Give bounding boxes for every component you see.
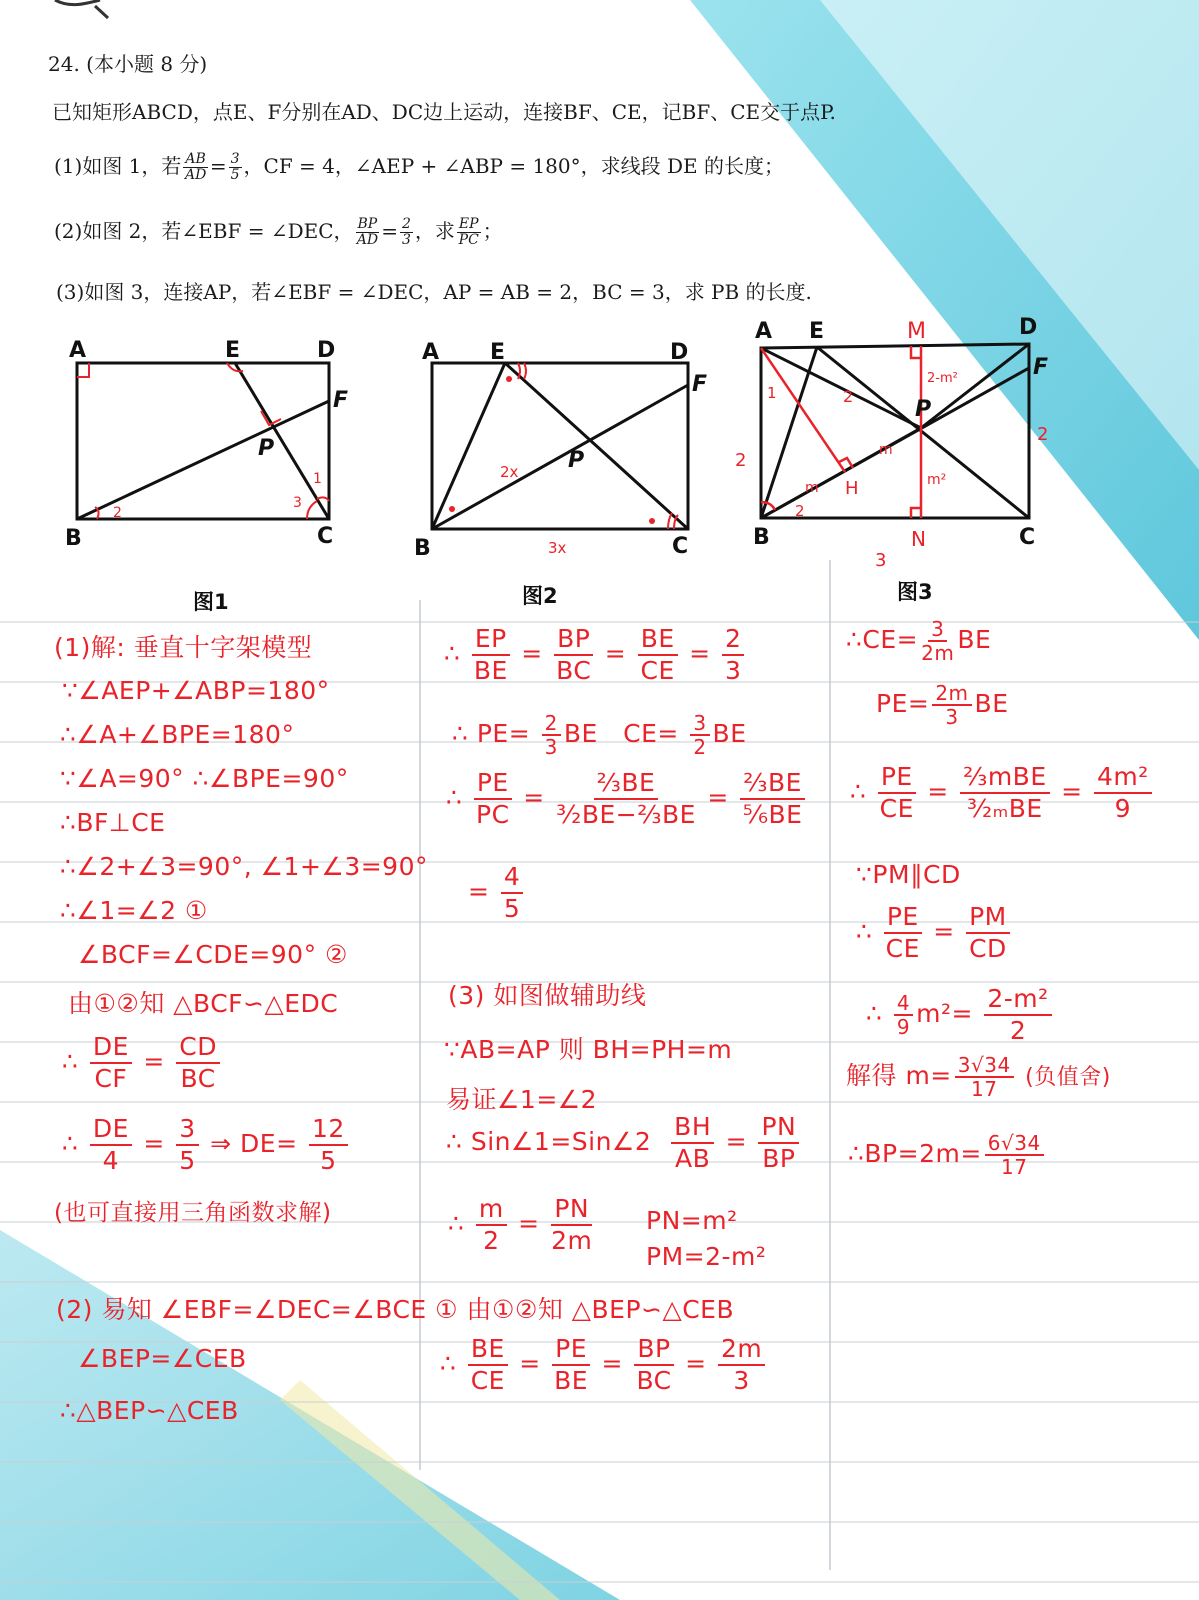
sol3c-l8-frac <box>985 1132 1044 1178</box>
fig2-line-bf <box>432 385 688 529</box>
sol3-l9-frac-a <box>476 1194 507 1256</box>
sol3c-l6-frac-b <box>984 984 1051 1046</box>
fig3-line-pd <box>921 344 1029 428</box>
sol3c-l7-frac <box>955 1054 1014 1100</box>
q2-eq: = <box>381 219 398 243</box>
sol3c-l3-eq2: = <box>1061 777 1083 806</box>
sol1-line-9: 由①②知 △BCF∽△EDC <box>68 989 339 1018</box>
sol3-l9-eq: = <box>518 1209 540 1238</box>
sol3-line-parallel: ∵PM∥CD <box>856 860 961 889</box>
sol2-l1-a-den: BE <box>473 656 508 685</box>
q1-value-frac <box>229 152 242 183</box>
fig1-right-angle-a <box>77 363 89 377</box>
sol3c-l5-b-num: PM <box>966 902 1010 934</box>
fig2-dot-c <box>649 518 655 524</box>
q2-frac-3 <box>457 217 481 248</box>
figure-3 <box>735 312 1075 582</box>
sol3-line-ab-ap: ∵AB=AP 则 BH=PH=m <box>444 1035 733 1064</box>
sol3c-l7-num: 3√34 <box>955 1054 1014 1078</box>
sol3c-l3-b-num: ⅔mBE <box>960 762 1050 794</box>
sol1-l10-b-num: CD <box>176 1032 220 1064</box>
sol2-l1-c-den: CE <box>640 656 675 685</box>
sol3-l8-frac-a <box>671 1112 714 1174</box>
sol2-l3-frac-a <box>474 768 512 830</box>
sol3c-l5-pre: ∴ <box>856 917 873 946</box>
sol2-l11-frac-c <box>634 1334 673 1396</box>
sol2-l3-eq2: = <box>707 783 729 812</box>
sol1-line-4: ∵∠A=90° ∴∠BPE=90° <box>60 764 349 793</box>
sol2-l11-c-den: BC <box>636 1366 672 1395</box>
sol3-line-sin <box>446 1112 802 1174</box>
sol2-l2-frac-b <box>690 712 709 758</box>
sol3-l8-pre: ∴ Sin∠1=Sin∠2 <box>446 1127 652 1156</box>
sol3c-l3-a-num: PE <box>878 762 916 794</box>
fig3-label-p: P <box>915 397 932 422</box>
sol2-l1-d-den: 3 <box>725 656 742 685</box>
sol3c-l8-pre: ∴BP=2m= <box>848 1139 982 1168</box>
figure-1-caption: 图1 <box>193 590 229 614</box>
sol2-l3-b-num: ⅔BE <box>594 768 659 800</box>
fig1-label-e: E <box>225 338 241 363</box>
q2-mid: ，求 <box>414 219 455 243</box>
sol1-line-7: ∴∠1=∠2 ① <box>60 896 208 925</box>
sol1-l11-frac-a <box>90 1114 132 1176</box>
fig2-label-d: D <box>670 340 689 365</box>
sol3c-l6-b-num: 2-m² <box>984 984 1051 1016</box>
sol3c-l8-den: 17 <box>1001 1155 1028 1179</box>
sol2-l4-eq: = <box>468 877 490 906</box>
q2-f1-den: AD <box>356 232 379 248</box>
fig2-line-ec <box>505 363 688 529</box>
sol3c-l3-eq1: = <box>927 777 949 806</box>
fig3-label-bc: 3 <box>875 550 887 571</box>
sol1-line-8: ∠BCF=∠CDE=90° ② <box>78 940 348 969</box>
question-1 <box>54 150 784 183</box>
question-2 <box>54 215 503 248</box>
sol2-l4-num: 4 <box>501 862 523 894</box>
sol3c-l3-frac-c <box>1094 762 1152 824</box>
q1-eq: = <box>209 154 227 178</box>
sol1-l11-arrow: ⇒ DE= <box>210 1129 298 1158</box>
fig3-line-ap <box>761 348 921 428</box>
sol2-l2-pre: ∴ PE= <box>452 719 531 748</box>
fig3-right-angle-m <box>911 346 921 358</box>
q2-frac-2 <box>400 217 413 248</box>
fig2-label-b: B <box>414 536 431 560</box>
sol2-l4-den: 5 <box>503 894 521 923</box>
sol2-l3-a-den: PC <box>476 800 510 829</box>
sol3c-l1-suffix: BE <box>957 625 992 654</box>
sol3c-l2-frac <box>932 682 971 728</box>
sol1-l10-a-num: DE <box>90 1032 132 1064</box>
sol2-line-ratio <box>444 624 747 686</box>
sol3-l9-a-num: m <box>476 1194 507 1226</box>
sol3c-l2-den: 3 <box>945 705 959 729</box>
fig2-label-f: F <box>692 372 708 397</box>
fig1-line-ce <box>235 363 329 519</box>
fig2-label-3x: 3x <box>548 539 567 557</box>
sol1-l11-b-den: 5 <box>179 1146 196 1175</box>
fig3-label-c: C <box>1019 525 1036 550</box>
sol2-l1-pre: ∴ <box>444 639 461 668</box>
q1-ratio-frac <box>183 152 207 183</box>
sol1-l10-frac-a <box>90 1032 132 1094</box>
sol1-line-11 <box>62 1114 351 1176</box>
problem-stem: 已知矩形ABCD，点E、F分别在AD、DC边上运动，连接BF、CE，记BF、CE交于点P. <box>52 100 836 124</box>
sol3-l9-b-den: 2m <box>551 1226 593 1255</box>
fig2-label-a: A <box>422 340 440 365</box>
fig3-label-angle-2: 2 <box>795 502 805 520</box>
sol1-l11-c-den: 5 <box>320 1146 337 1175</box>
figure-3-caption: 图3 <box>897 580 933 604</box>
sol3-line-equation <box>866 984 1055 1046</box>
sol3c-l7-den: 17 <box>970 1077 998 1101</box>
sol3-line-pm: PM=2-m² <box>646 1242 767 1271</box>
fig3-label-d: D <box>1019 315 1038 340</box>
sol1-l11-frac-c <box>309 1114 348 1176</box>
sol3c-l6-mid: m²= <box>916 999 973 1028</box>
sol2-l3-pre: ∴ <box>446 783 463 812</box>
sol3-line-m-value <box>846 1054 1111 1100</box>
sol2-l1-a-num: EP <box>472 624 510 656</box>
sol3c-l6-frac-a <box>894 992 913 1038</box>
sol2-l2-a-num: 2 <box>542 712 561 736</box>
sol2-line-result <box>468 862 526 924</box>
q2-f2-num: 2 <box>402 216 411 232</box>
sol3c-l3-b-den: ³⁄₂ₘBE <box>966 794 1043 823</box>
fig3-label-angle-1: 1 <box>767 384 777 402</box>
sol1-line-3: ∴∠A+∠BPE=180° <box>60 720 295 749</box>
sol2-l3-frac-c <box>740 768 805 830</box>
fig1-line-bf <box>77 401 329 519</box>
sol3-line-pn: PN=m² <box>646 1206 738 1235</box>
sol3c-l2-pre: PE= <box>876 689 930 718</box>
fig3-label-h: H <box>845 478 859 499</box>
sol2-l11-pre: ∴ <box>440 1349 457 1378</box>
sol2-line-pe-pc <box>446 768 808 830</box>
sol2-line-bep: ∠BEP=∠CEB <box>78 1344 247 1373</box>
fig3-label-a: A <box>755 319 773 344</box>
fig3-label-m: M <box>907 319 926 344</box>
q1-prefix: (1)如图 1，若 <box>54 154 182 178</box>
sol2-l11-b-num: PE <box>552 1334 590 1366</box>
sol3c-l5-b-den: CD <box>969 934 1007 963</box>
sol2-line-be-ce <box>440 1334 768 1396</box>
fig3-label-e: E <box>809 319 825 344</box>
fig1-angle-label-1: 1 <box>313 471 322 487</box>
sol2-l1-eq2: = <box>604 639 627 668</box>
sol3c-l5-frac-b <box>966 902 1010 964</box>
sol1-l10-eq: = <box>143 1047 165 1076</box>
fig3-label-cd: 2 <box>1037 424 1049 445</box>
sol3-line-bp <box>848 1132 1047 1178</box>
sol2-l1-frac-a <box>472 624 510 686</box>
sol2-l11-eq1: = <box>519 1349 541 1378</box>
sol1-l10-pre: ∴ <box>62 1047 79 1076</box>
q2-end: ； <box>482 219 503 243</box>
fig2-dot-b <box>449 506 455 512</box>
fig3-label-pn: m² <box>927 472 947 488</box>
sol2-l1-eq3: = <box>689 639 711 668</box>
fig3-label-n: N <box>911 527 926 551</box>
sol3c-l6-a-den: 9 <box>896 1015 911 1039</box>
q2-f1-num: BP <box>357 216 378 232</box>
q2-prefix: (2)如图 2，若∠EBF = ∠DEC， <box>54 219 354 243</box>
sol3c-l3-frac-b <box>960 762 1050 824</box>
sol2-l11-c-num: BP <box>634 1334 673 1366</box>
sol1-l11-a-den: 4 <box>102 1146 120 1175</box>
fig2-dot-e <box>506 376 512 382</box>
sol1-l11-pre: ∴ <box>62 1129 79 1158</box>
sol3c-l3-c-den: 9 <box>1114 794 1132 823</box>
sol1-l10-b-den: BC <box>180 1064 216 1093</box>
sol1-line-12: (也可直接用三角函数求解) <box>54 1200 332 1226</box>
sol2-l11-b-den: BE <box>554 1366 589 1395</box>
sol2-l11-a-num: BE <box>468 1334 508 1366</box>
fig3-rectangle <box>761 344 1029 518</box>
sol3-line-ce <box>846 618 991 664</box>
q2-f3-den: PC <box>458 232 479 248</box>
sol2-l4-frac <box>501 862 523 924</box>
sol3-line-angles: 易证∠1=∠2 <box>446 1085 598 1114</box>
sol2-l3-a-num: PE <box>474 768 512 800</box>
q1-val-num: 3 <box>230 151 240 167</box>
sol2-l1-b-den: BC <box>556 656 592 685</box>
fig2-line-be <box>432 363 505 529</box>
sol2-line-pe-ce <box>452 712 747 758</box>
sol2-l3-frac-b <box>556 768 696 830</box>
sol2-line-similar: ∴△BEP∽△CEB <box>60 1396 239 1425</box>
sol3c-l5-a-den: CE <box>885 934 920 963</box>
sol3c-l5-frac-a <box>884 902 922 964</box>
fig1-label-f: F <box>333 388 349 413</box>
fig1-label-d: D <box>317 338 336 363</box>
sol3-line-heading: (3) 如图做辅助线 <box>448 981 647 1010</box>
sol3-l8-frac-b <box>758 1112 799 1174</box>
figure-1 <box>55 335 375 555</box>
sol3c-l1-frac <box>921 618 954 664</box>
q1-rest: ，CF = 4，∠AEP + ∠ABP = 180°，求线段 DE 的长度； <box>243 154 784 178</box>
sol3c-l7-pre: 解得 m= <box>846 1061 952 1090</box>
fig1-label-c: C <box>317 524 334 549</box>
sol2-l2-b-den: 2 <box>693 735 707 759</box>
sol2-line-intro: (2) 易知 ∠EBF=∠DEC=∠BCE ① 由①②知 △BEP∽△CEB <box>56 1295 735 1324</box>
sol1-line-2: ∵∠AEP+∠ABP=180° <box>62 676 330 705</box>
fig2-label-c: C <box>672 534 689 559</box>
sol1-l11-a-num: DE <box>90 1114 132 1146</box>
sol3-line-pe <box>876 682 1009 728</box>
sol2-l2-mid: CE= <box>623 719 679 748</box>
sol1-line-10 <box>62 1032 223 1094</box>
sol3c-l5-eq: = <box>933 917 955 946</box>
sol3c-l1-num: 3 <box>928 618 947 642</box>
sol3c-l6-b-den: 2 <box>1009 1016 1027 1045</box>
sol2-l1-b-num: BP <box>554 624 593 656</box>
sol2-l3-c-num: ⅔BE <box>740 768 805 800</box>
sol2-l11-eq2: = <box>601 1349 623 1378</box>
sol3c-l5-a-num: PE <box>884 902 922 934</box>
sol2-l2-b-suffix: BE <box>712 719 747 748</box>
fig3-label-ph: m <box>879 442 893 458</box>
sol1-line-6: ∴∠2+∠3=90°, ∠1+∠3=90° <box>60 852 428 881</box>
sol3c-l3-pre: ∴ <box>850 777 867 806</box>
sol2-l1-frac-d <box>722 624 744 686</box>
sol2-l1-frac-c <box>638 624 678 686</box>
sol2-l1-d-num: 2 <box>722 624 744 656</box>
sol2-l2-a-suffix: BE <box>563 719 598 748</box>
sol1-l10-a-den: CF <box>94 1064 128 1093</box>
sol3c-l6-pre: ∴ <box>866 999 883 1028</box>
fig3-label-ap: 2 <box>843 387 854 406</box>
sol2-l3-eq1: = <box>523 783 545 812</box>
sol2-l1-c-num: BE <box>638 624 678 656</box>
sol1-l11-b-num: 3 <box>176 1114 198 1146</box>
fig1-rectangle <box>77 363 329 519</box>
fig2-label-p: P <box>568 448 585 473</box>
sol3c-l3-a-den: CE <box>879 794 914 823</box>
fig2-label-2x: 2x <box>500 463 519 481</box>
sol3-l8-eq: = <box>725 1127 748 1156</box>
sol3-l9-pre: ∴ <box>448 1209 465 1238</box>
fig2-rectangle <box>432 363 688 529</box>
problem-header: 24. (本小题 8 分) <box>48 52 208 76</box>
sol3c-l8-num: 6√34 <box>985 1132 1044 1156</box>
sol1-line-5: ∴BF⊥CE <box>60 808 166 837</box>
sol2-l11-frac-a <box>468 1334 508 1396</box>
sol1-l11-c-num: 12 <box>309 1114 348 1146</box>
sol2-l11-d-den: 3 <box>733 1366 750 1395</box>
q2-f2-den: 3 <box>402 232 411 248</box>
sol2-l11-d-num: 2m <box>718 1334 765 1366</box>
fig1-label-b: B <box>65 526 82 551</box>
sol1-l11-frac-b <box>176 1114 198 1176</box>
sol3-l8-a-den: AB <box>675 1144 711 1173</box>
fig3-label-f: F <box>1033 355 1049 380</box>
sol3c-l7-post: (负值舍) <box>1025 1065 1111 1090</box>
sol1-l11-eq: = <box>143 1129 165 1158</box>
sol3c-l2-num: 2m <box>932 682 971 706</box>
sol3c-l2-suffix: BE <box>974 689 1009 718</box>
question-3: (3)如图 3，连接AP，若∠EBF = ∠DEC，AP = AB = 2，BC = 3，求 PB 的长度. <box>56 280 812 304</box>
sol3-line-m-ratio <box>448 1194 595 1256</box>
sol2-l2-frac-a <box>542 712 561 758</box>
sol3-l8-b-den: BP <box>762 1144 796 1173</box>
sol1-l10-frac-b <box>176 1032 220 1094</box>
fig3-line-ah <box>761 348 845 472</box>
sol3-l9-frac-b <box>551 1194 592 1256</box>
sol3-line-pe-ce <box>850 762 1155 824</box>
sol2-l2-a-den: 3 <box>544 735 558 759</box>
sol3-l8-b-num: PN <box>758 1112 799 1144</box>
sol3-l9-b-num: PN <box>551 1194 592 1226</box>
figure-2 <box>410 335 730 560</box>
sol2-l3-c-den: ⁵⁄₆BE <box>742 800 803 829</box>
sol3c-l1-den: 2m <box>921 641 955 665</box>
fig1-angle-label-3: 3 <box>293 495 302 511</box>
fig3-label-bh: m <box>805 480 819 496</box>
sol2-l11-eq3: = <box>685 1349 707 1378</box>
fig2-label-e: E <box>490 340 506 365</box>
fig3-label-ab: 2 <box>735 450 747 471</box>
q1-frac-num: AB <box>185 151 206 167</box>
sol2-l1-frac-b <box>554 624 593 686</box>
sol2-l11-a-den: CE <box>470 1366 505 1395</box>
q2-frac-1 <box>356 217 380 248</box>
corner-mark <box>55 0 108 18</box>
sol2-l1-eq1: = <box>521 639 543 668</box>
sol3c-l6-a-num: 4 <box>894 992 913 1016</box>
sol2-l2-b-num: 3 <box>690 712 709 736</box>
sol1-line-1: (1)解: 垂直十字架模型 <box>54 633 313 662</box>
sol3c-l3-c-num: 4m² <box>1094 762 1152 794</box>
sol2-l11-frac-d <box>718 1334 765 1396</box>
fig3-label-pm: 2-m² <box>927 371 958 386</box>
sol2-l3-b-den: ³⁄₂BE−⅔BE <box>556 800 696 829</box>
q2-f3-num: EP <box>458 216 479 232</box>
fig1-angle-label-2: 2 <box>113 505 122 521</box>
sol3-l8-a-num: BH <box>671 1112 714 1144</box>
fig1-label-p: P <box>258 436 275 461</box>
fig1-angle-c2 <box>307 501 317 519</box>
sol3-l9-a-den: 2 <box>483 1226 500 1255</box>
sol3c-l3-frac-a <box>878 762 916 824</box>
fig1-label-a: A <box>69 338 87 363</box>
fig3-label-b: B <box>753 525 770 550</box>
sol3c-l1-pre: ∴CE= <box>846 625 919 654</box>
q1-frac-den: AD <box>184 167 207 183</box>
figure-2-caption: 图2 <box>522 584 558 608</box>
sol3-line-pm-cd <box>856 902 1013 964</box>
q1-val-den: 5 <box>230 167 240 183</box>
sol2-l11-frac-b <box>552 1334 590 1396</box>
